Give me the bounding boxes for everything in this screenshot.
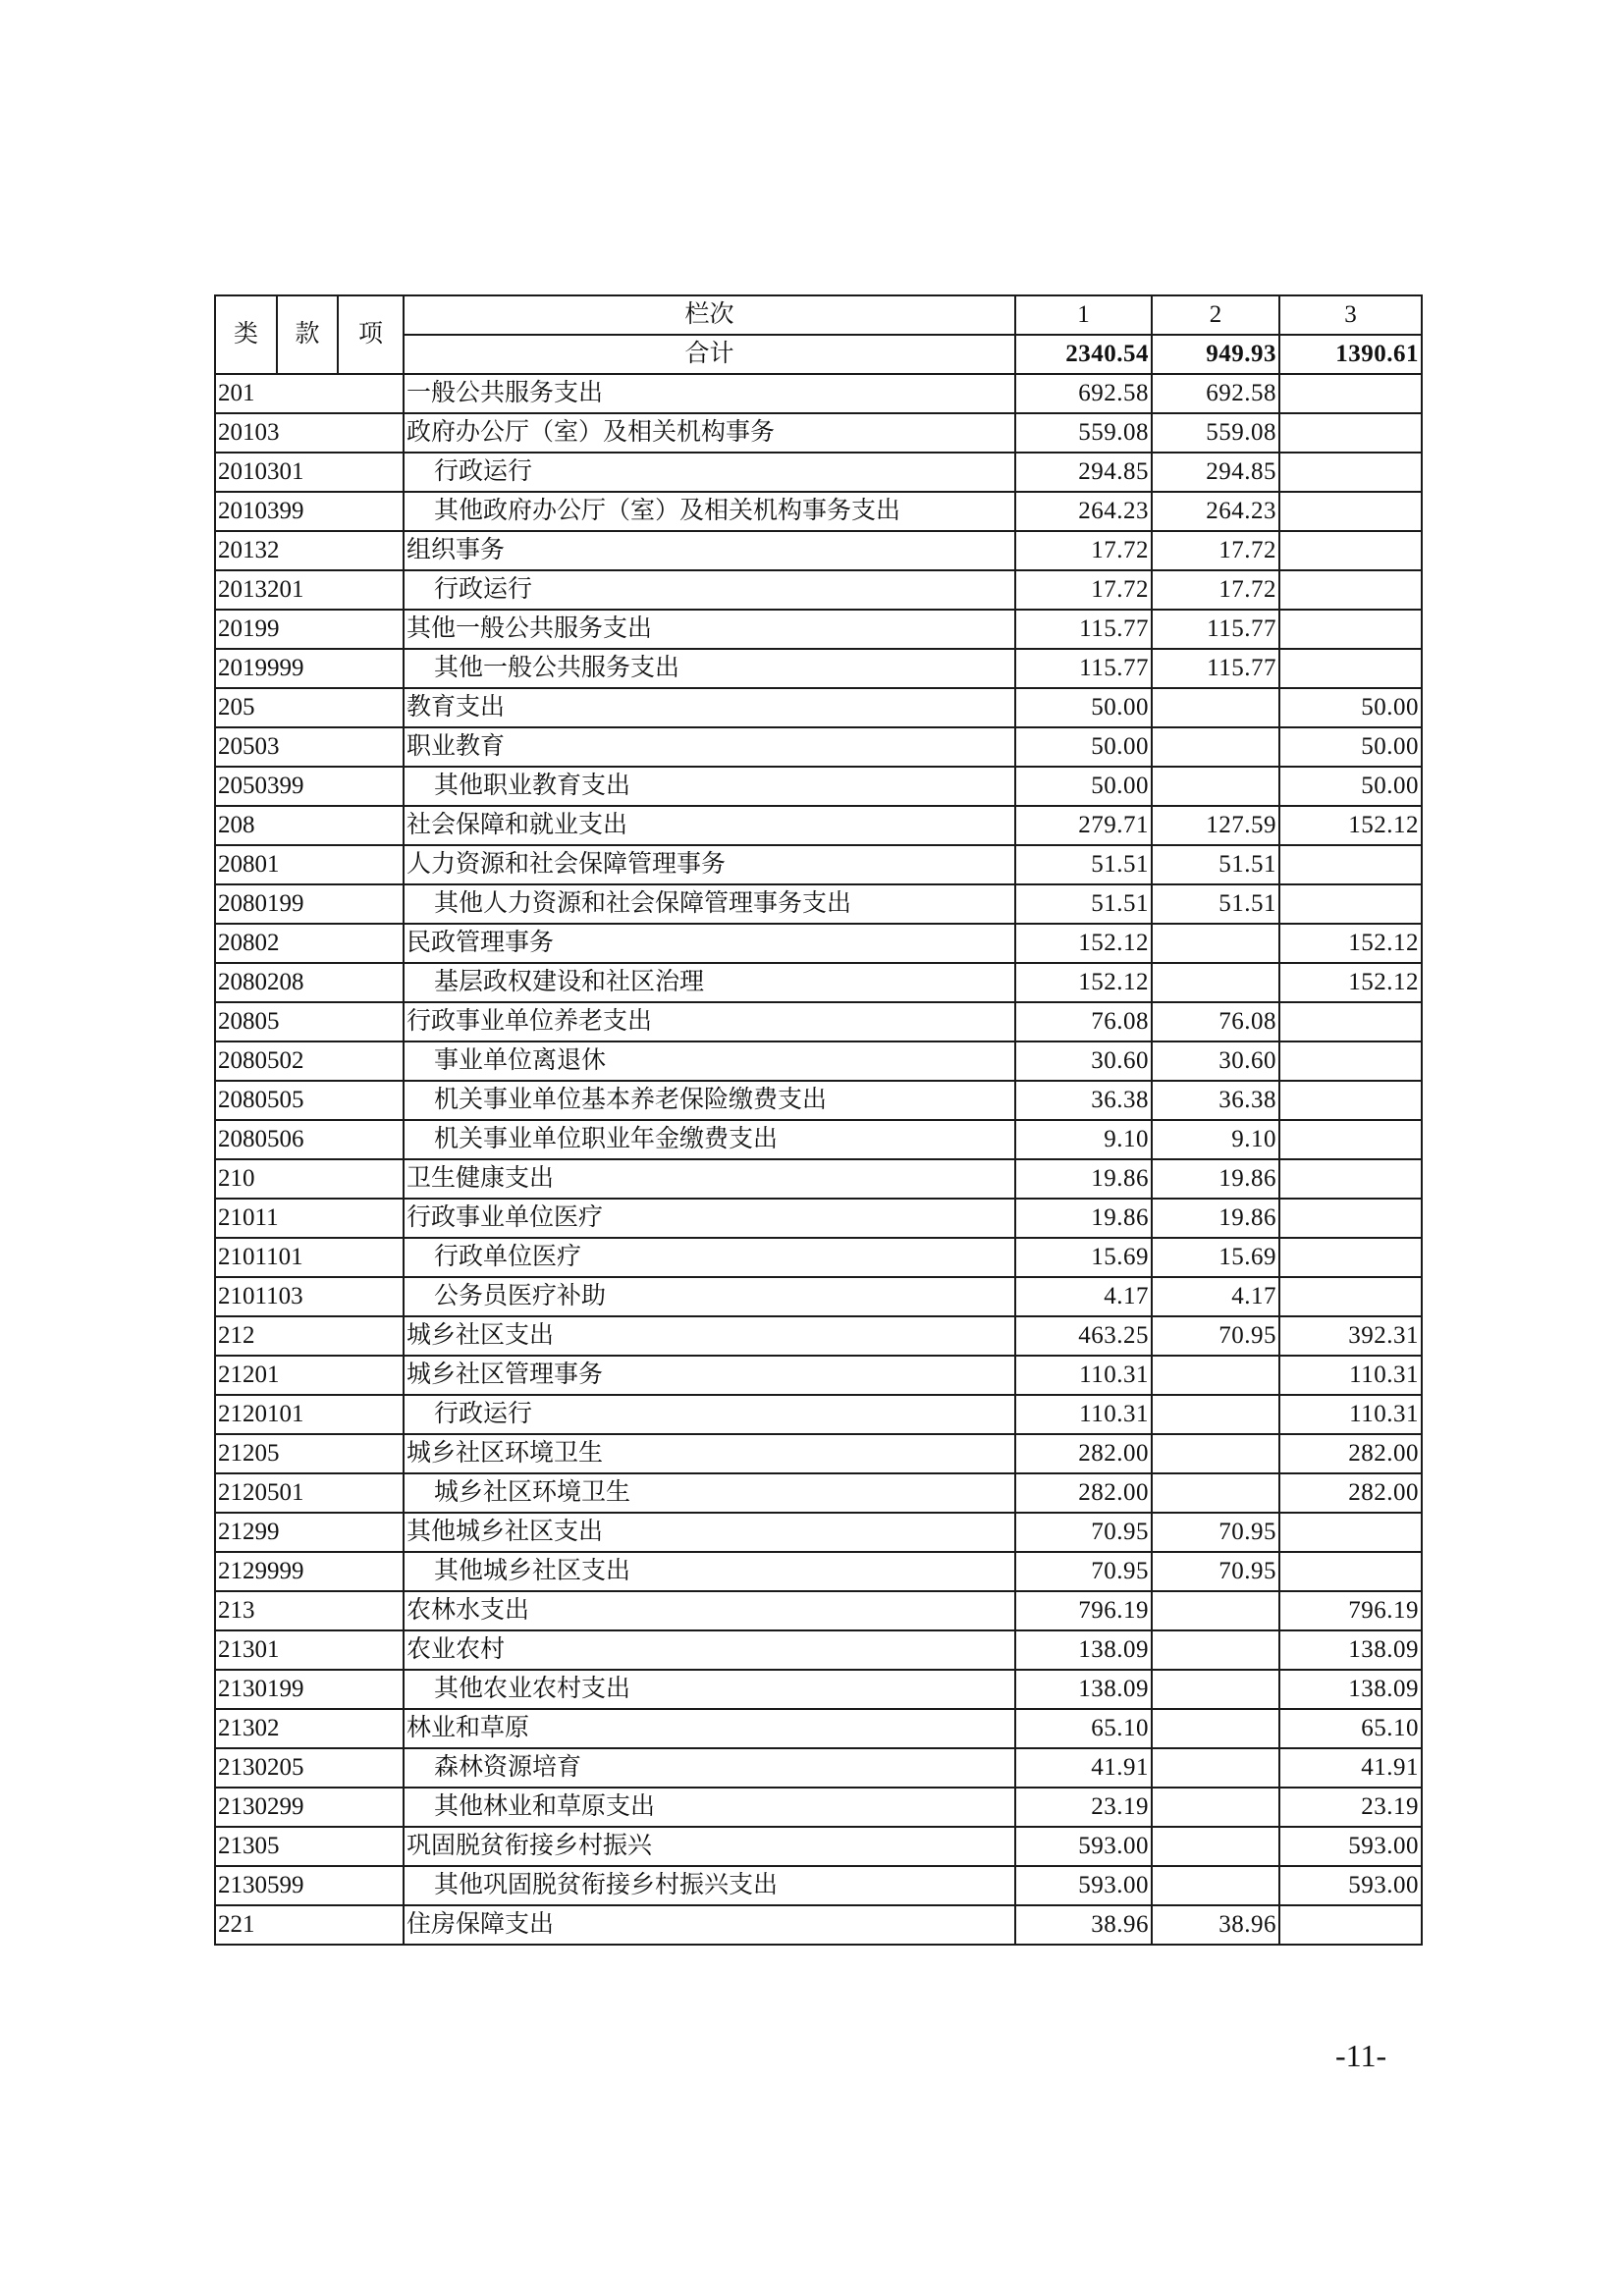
row-code: 2019999 (215, 649, 404, 688)
row-name: 其他人力资源和社会保障管理事务支出 (404, 884, 1015, 924)
row-name: 行政事业单位医疗 (404, 1199, 1015, 1238)
row-col-1: 65.10 (1015, 1709, 1152, 1748)
row-col-1: 36.38 (1015, 1081, 1152, 1120)
row-name: 一般公共服务支出 (404, 374, 1015, 413)
row-name: 农业农村 (404, 1630, 1015, 1670)
table-row (215, 1473, 1422, 1513)
row-col-3: 50.00 (1279, 727, 1422, 767)
row-code: 2080506 (215, 1120, 404, 1159)
header-xiang: 项 (338, 295, 404, 374)
row-col-1: 51.51 (1015, 884, 1152, 924)
table-row (215, 1552, 1422, 1591)
row-col-2: 51.51 (1152, 845, 1279, 884)
row-col-1: 17.72 (1015, 531, 1152, 570)
row-name: 政府办公厅（室）及相关机构事务 (404, 413, 1015, 453)
row-col-2 (1152, 963, 1279, 1002)
row-col-2 (1152, 1827, 1279, 1866)
row-col-1: 19.86 (1015, 1159, 1152, 1199)
row-col-1: 138.09 (1015, 1670, 1152, 1709)
row-col-2: 17.72 (1152, 570, 1279, 610)
row-col-1: 282.00 (1015, 1434, 1152, 1473)
table-row (215, 963, 1422, 1002)
row-code: 2130205 (215, 1748, 404, 1788)
row-name: 森林资源培育 (404, 1748, 1015, 1788)
row-name: 巩固脱贫衔接乡村振兴 (404, 1827, 1015, 1866)
row-col-3: 152.12 (1279, 963, 1422, 1002)
row-code: 213 (215, 1591, 404, 1630)
row-col-2: 17.72 (1152, 531, 1279, 570)
row-code: 2120101 (215, 1395, 404, 1434)
row-name: 其他城乡社区支出 (404, 1552, 1015, 1591)
row-col-3 (1279, 453, 1422, 492)
row-col-3: 392.31 (1279, 1316, 1422, 1356)
row-col-2 (1152, 767, 1279, 806)
row-name: 民政管理事务 (404, 924, 1015, 963)
table-row (215, 924, 1422, 963)
row-col-3 (1279, 570, 1422, 610)
row-name: 其他巩固脱贫衔接乡村振兴支出 (404, 1866, 1015, 1905)
row-code: 21302 (215, 1709, 404, 1748)
row-col-3 (1279, 884, 1422, 924)
row-code: 20132 (215, 531, 404, 570)
row-col-1: 138.09 (1015, 1630, 1152, 1670)
row-code: 210 (215, 1159, 404, 1199)
row-col-3 (1279, 1905, 1422, 1945)
table-row (215, 1002, 1422, 1041)
row-col-2 (1152, 1670, 1279, 1709)
row-name: 基层政权建设和社区治理 (404, 963, 1015, 1002)
row-code: 2101103 (215, 1277, 404, 1316)
row-code: 2013201 (215, 570, 404, 610)
table-row (215, 1081, 1422, 1120)
row-col-1: 152.12 (1015, 963, 1152, 1002)
row-col-2 (1152, 727, 1279, 767)
table-row (215, 492, 1422, 531)
row-name: 教育支出 (404, 688, 1015, 727)
total-col-2: 949.93 (1152, 335, 1279, 374)
row-name: 卫生健康支出 (404, 1159, 1015, 1199)
row-name: 人力资源和社会保障管理事务 (404, 845, 1015, 884)
row-col-1: 50.00 (1015, 767, 1152, 806)
table-row (215, 1630, 1422, 1670)
row-col-1: 282.00 (1015, 1473, 1152, 1513)
row-col-3: 593.00 (1279, 1866, 1422, 1905)
row-col-2 (1152, 1356, 1279, 1395)
table-row (215, 1434, 1422, 1473)
row-code: 20503 (215, 727, 404, 767)
row-name: 职业教育 (404, 727, 1015, 767)
row-col-3: 593.00 (1279, 1827, 1422, 1866)
row-col-3 (1279, 1081, 1422, 1120)
row-name: 其他职业教育支出 (404, 767, 1015, 806)
row-name: 住房保障支出 (404, 1905, 1015, 1945)
row-col-1: 593.00 (1015, 1866, 1152, 1905)
row-col-2: 9.10 (1152, 1120, 1279, 1159)
row-name: 城乡社区支出 (404, 1316, 1015, 1356)
total-col-1: 2340.54 (1015, 335, 1152, 374)
row-col-3 (1279, 845, 1422, 884)
row-col-1: 593.00 (1015, 1827, 1152, 1866)
row-name: 其他政府办公厅（室）及相关机构事务支出 (404, 492, 1015, 531)
row-col-3 (1279, 1120, 1422, 1159)
table-row (215, 1395, 1422, 1434)
row-col-1: 38.96 (1015, 1905, 1152, 1945)
header-lanci: 栏次 (404, 295, 1015, 335)
row-col-1: 463.25 (1015, 1316, 1152, 1356)
row-code: 2010301 (215, 453, 404, 492)
row-col-2 (1152, 1748, 1279, 1788)
page-number: -11- (1335, 2038, 1387, 2073)
row-col-3: 152.12 (1279, 924, 1422, 963)
row-name: 组织事务 (404, 531, 1015, 570)
row-code: 20802 (215, 924, 404, 963)
row-col-3: 50.00 (1279, 688, 1422, 727)
row-col-3: 110.31 (1279, 1395, 1422, 1434)
header-col-2: 2 (1152, 295, 1279, 335)
row-col-2 (1152, 924, 1279, 963)
total-label: 合计 (404, 335, 1015, 374)
header-lei: 类 (215, 295, 277, 374)
table-row (215, 767, 1422, 806)
row-code: 2130199 (215, 1670, 404, 1709)
row-code: 21201 (215, 1356, 404, 1395)
row-col-1: 279.71 (1015, 806, 1152, 845)
table-row (215, 413, 1422, 453)
table-row (215, 649, 1422, 688)
header-row-column-index (215, 295, 1422, 335)
row-col-2: 19.86 (1152, 1199, 1279, 1238)
row-col-2 (1152, 1630, 1279, 1670)
row-name: 城乡社区环境卫生 (404, 1434, 1015, 1473)
table-row (215, 1788, 1422, 1827)
row-col-3 (1279, 1159, 1422, 1199)
row-col-3: 50.00 (1279, 767, 1422, 806)
row-col-1: 115.77 (1015, 610, 1152, 649)
row-code: 205 (215, 688, 404, 727)
row-code: 2080208 (215, 963, 404, 1002)
row-col-2: 36.38 (1152, 1081, 1279, 1120)
row-name: 事业单位离退休 (404, 1041, 1015, 1081)
row-col-3 (1279, 1552, 1422, 1591)
row-col-1: 51.51 (1015, 845, 1152, 884)
header-col-1: 1 (1015, 295, 1152, 335)
row-col-3: 282.00 (1279, 1473, 1422, 1513)
row-col-3 (1279, 1199, 1422, 1238)
table-row (215, 453, 1422, 492)
row-code: 2129999 (215, 1552, 404, 1591)
row-code: 20801 (215, 845, 404, 884)
row-code: 2120501 (215, 1473, 404, 1513)
row-col-3: 138.09 (1279, 1670, 1422, 1709)
row-code: 2010399 (215, 492, 404, 531)
row-col-2: 127.59 (1152, 806, 1279, 845)
row-col-2: 559.08 (1152, 413, 1279, 453)
row-code: 2101101 (215, 1238, 404, 1277)
table-row (215, 1709, 1422, 1748)
row-col-3 (1279, 610, 1422, 649)
row-col-3 (1279, 1002, 1422, 1041)
table-row (215, 1513, 1422, 1552)
row-code: 2130599 (215, 1866, 404, 1905)
row-col-2: 15.69 (1152, 1238, 1279, 1277)
row-col-2: 76.08 (1152, 1002, 1279, 1041)
row-col-2: 692.58 (1152, 374, 1279, 413)
table-row (215, 1670, 1422, 1709)
row-code: 2080505 (215, 1081, 404, 1120)
row-code: 21011 (215, 1199, 404, 1238)
row-col-3: 138.09 (1279, 1630, 1422, 1670)
row-name: 其他农业农村支出 (404, 1670, 1015, 1709)
row-col-2 (1152, 688, 1279, 727)
row-col-2 (1152, 1395, 1279, 1434)
row-col-3 (1279, 492, 1422, 531)
row-name: 行政事业单位养老支出 (404, 1002, 1015, 1041)
row-col-2: 4.17 (1152, 1277, 1279, 1316)
row-col-1: 152.12 (1015, 924, 1152, 963)
table-row (215, 727, 1422, 767)
row-code: 20199 (215, 610, 404, 649)
row-col-2: 115.77 (1152, 610, 1279, 649)
row-col-3 (1279, 1041, 1422, 1081)
table-row (215, 1748, 1422, 1788)
table-row (215, 688, 1422, 727)
row-code: 21299 (215, 1513, 404, 1552)
row-col-1: 115.77 (1015, 649, 1152, 688)
table-row (215, 1199, 1422, 1238)
row-col-3: 41.91 (1279, 1748, 1422, 1788)
row-col-2: 51.51 (1152, 884, 1279, 924)
row-col-1: 110.31 (1015, 1356, 1152, 1395)
table-row (215, 884, 1422, 924)
row-col-1: 23.19 (1015, 1788, 1152, 1827)
row-name: 行政单位医疗 (404, 1238, 1015, 1277)
row-code: 201 (215, 374, 404, 413)
table-row (215, 1159, 1422, 1199)
row-col-1: 70.95 (1015, 1513, 1152, 1552)
table-row (215, 1238, 1422, 1277)
row-code: 2080502 (215, 1041, 404, 1081)
row-name: 行政运行 (404, 570, 1015, 610)
row-col-3: 152.12 (1279, 806, 1422, 845)
table-row (215, 570, 1422, 610)
row-name: 其他一般公共服务支出 (404, 649, 1015, 688)
table-row (215, 1041, 1422, 1081)
row-col-2 (1152, 1866, 1279, 1905)
row-col-3 (1279, 1277, 1422, 1316)
table-row (215, 1120, 1422, 1159)
budget-expenditure-table (214, 294, 1423, 1946)
row-col-1: 15.69 (1015, 1238, 1152, 1277)
row-col-1: 17.72 (1015, 570, 1152, 610)
row-col-1: 110.31 (1015, 1395, 1152, 1434)
row-col-3: 796.19 (1279, 1591, 1422, 1630)
row-name: 机关事业单位职业年金缴费支出 (404, 1120, 1015, 1159)
row-name: 社会保障和就业支出 (404, 806, 1015, 845)
row-col-3 (1279, 1513, 1422, 1552)
row-name: 城乡社区环境卫生 (404, 1473, 1015, 1513)
row-code: 208 (215, 806, 404, 845)
row-col-2 (1152, 1473, 1279, 1513)
row-code: 2080199 (215, 884, 404, 924)
table-row (215, 1827, 1422, 1866)
table-row (215, 1905, 1422, 1945)
row-col-1: 559.08 (1015, 413, 1152, 453)
row-col-1: 19.86 (1015, 1199, 1152, 1238)
row-code: 2130299 (215, 1788, 404, 1827)
row-col-2: 38.96 (1152, 1905, 1279, 1945)
row-col-2 (1152, 1788, 1279, 1827)
row-col-3: 110.31 (1279, 1356, 1422, 1395)
table-row (215, 610, 1422, 649)
row-col-1: 50.00 (1015, 727, 1152, 767)
row-col-3: 282.00 (1279, 1434, 1422, 1473)
row-name: 其他城乡社区支出 (404, 1513, 1015, 1552)
row-col-2 (1152, 1709, 1279, 1748)
header-col-3: 3 (1279, 295, 1422, 335)
row-col-2 (1152, 1591, 1279, 1630)
table-row (215, 845, 1422, 884)
row-col-2: 294.85 (1152, 453, 1279, 492)
table-row (215, 374, 1422, 413)
row-code: 221 (215, 1905, 404, 1945)
row-code: 21301 (215, 1630, 404, 1670)
row-name: 行政运行 (404, 453, 1015, 492)
row-code: 21205 (215, 1434, 404, 1473)
row-col-1: 692.58 (1015, 374, 1152, 413)
row-col-3 (1279, 531, 1422, 570)
row-col-1: 50.00 (1015, 688, 1152, 727)
row-name: 林业和草原 (404, 1709, 1015, 1748)
table-row (215, 531, 1422, 570)
row-col-2: 70.95 (1152, 1316, 1279, 1356)
row-code: 20103 (215, 413, 404, 453)
row-col-3 (1279, 413, 1422, 453)
table-row (215, 1866, 1422, 1905)
row-col-1: 796.19 (1015, 1591, 1152, 1630)
row-col-3: 65.10 (1279, 1709, 1422, 1748)
row-col-2 (1152, 1434, 1279, 1473)
row-col-3: 23.19 (1279, 1788, 1422, 1827)
row-col-2: 115.77 (1152, 649, 1279, 688)
table-row (215, 1316, 1422, 1356)
row-name: 公务员医疗补助 (404, 1277, 1015, 1316)
row-col-1: 294.85 (1015, 453, 1152, 492)
row-col-2: 19.86 (1152, 1159, 1279, 1199)
table-row (215, 806, 1422, 845)
row-col-3 (1279, 374, 1422, 413)
row-code: 20805 (215, 1002, 404, 1041)
total-col-3: 1390.61 (1279, 335, 1422, 374)
row-col-2: 70.95 (1152, 1513, 1279, 1552)
row-col-3 (1279, 649, 1422, 688)
row-col-1: 9.10 (1015, 1120, 1152, 1159)
row-name: 其他林业和草原支出 (404, 1788, 1015, 1827)
row-col-1: 41.91 (1015, 1748, 1152, 1788)
row-col-2: 264.23 (1152, 492, 1279, 531)
row-name: 农林水支出 (404, 1591, 1015, 1630)
row-col-1: 70.95 (1015, 1552, 1152, 1591)
row-name: 其他一般公共服务支出 (404, 610, 1015, 649)
table-row (215, 1356, 1422, 1395)
row-code: 21305 (215, 1827, 404, 1866)
row-name: 机关事业单位基本养老保险缴费支出 (404, 1081, 1015, 1120)
row-col-1: 4.17 (1015, 1277, 1152, 1316)
row-col-3 (1279, 1238, 1422, 1277)
header-kuan: 款 (277, 295, 338, 374)
row-col-1: 30.60 (1015, 1041, 1152, 1081)
row-name: 行政运行 (404, 1395, 1015, 1434)
table-row (215, 1591, 1422, 1630)
row-col-1: 264.23 (1015, 492, 1152, 531)
table-row (215, 1277, 1422, 1316)
row-code: 2050399 (215, 767, 404, 806)
row-name: 城乡社区管理事务 (404, 1356, 1015, 1395)
row-col-1: 76.08 (1015, 1002, 1152, 1041)
row-col-2: 70.95 (1152, 1552, 1279, 1591)
row-code: 212 (215, 1316, 404, 1356)
row-col-2: 30.60 (1152, 1041, 1279, 1081)
